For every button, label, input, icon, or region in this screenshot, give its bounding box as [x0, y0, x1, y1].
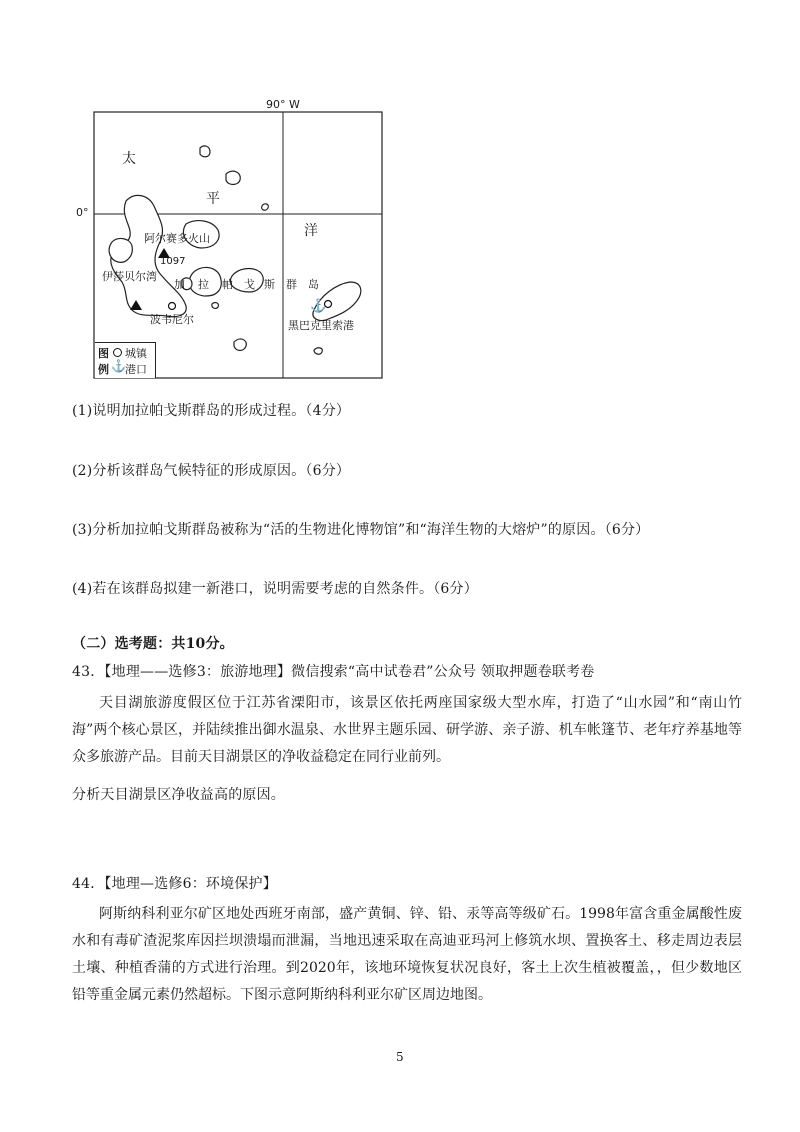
bay-name-label: 伊莎贝尔湾 — [102, 270, 157, 283]
archipelago-char-5: 斯 — [264, 278, 275, 291]
volcano-name-label: 阿尔赛多火山 — [144, 232, 210, 245]
equator-label: 0° — [76, 206, 89, 219]
pinta-island — [200, 146, 210, 157]
legend-row1-label: 图 — [98, 347, 109, 360]
ocean-char-2: 平 — [206, 191, 220, 207]
legend-row2-label: 例 — [98, 363, 109, 376]
galapagos-map — [74, 96, 394, 381]
q43-prompt: 分析天目湖景区净收益高的原因。 — [72, 787, 285, 803]
meridian-label: 90° W — [266, 98, 300, 111]
map-legend — [95, 342, 156, 378]
legend-town-label: 城镇 — [125, 347, 147, 360]
town-icon — [169, 303, 176, 310]
floreana-island — [234, 339, 246, 350]
town-name-label: 波韦尼尔 — [150, 313, 194, 326]
section-heading: （二）选考题：共10分。 — [72, 636, 234, 652]
archipelago-char-4: 戈 — [244, 278, 255, 291]
page-number: 5 — [396, 1050, 404, 1064]
legend-port-label: 港口 — [125, 363, 147, 376]
islet-1 — [262, 204, 269, 210]
ocean-char-3: 洋 — [304, 223, 318, 239]
archipelago-char-6: 群 — [286, 278, 297, 291]
question-1: (1)说明加拉帕戈斯群岛的形成过程。（4分） — [72, 403, 351, 419]
elevation-label: 1097 — [160, 256, 186, 267]
legend-anchor-icon: ⚓ — [111, 359, 126, 373]
q43-header: 43．【地理——选修3：旅游地理】微信搜索“高中试卷君”公众号 领取押题卷联考卷 — [72, 664, 595, 680]
islet-2 — [212, 303, 219, 309]
q44-body: 阿斯纳科利亚尔矿区地处西班牙南部，盛产黄铜、锌、铅、汞等高等级矿石。1998年富含重金属酸性废水和有毒矿渣泥浆库因拦坝溃塌而泄漏，当地迅速采取在高迪亚玛河上修筑水坝、置换客土、移走周边表层土壤、种植香蒲的方式进行治理。到2020年，该地环境恢复状况良好，客土上次生植被覆盖，，但少数地区铅等重金属元素仍然超标。下图示意阿斯纳科利亚尔矿区周边地图。 — [72, 906, 742, 1003]
q43-body: 天目湖旅游度假区位于江苏省溧阳市，该景区依托两座国家级大型水库，打造了“山水园”和“南山竹海”两个核心景区，并陆续推出御水温泉、水世界主题乐园、研学游、亲子游、机车帐篷节、老年疗养基地等众多旅游产品。目前天目湖景区的净收益稳定在同行业前列。 — [72, 695, 742, 765]
q44-header: 44．【地理—选修6：环境保护】 — [72, 876, 277, 892]
fernandina-island — [109, 239, 132, 263]
archipelago-char-7: 岛 — [308, 278, 319, 291]
ocean-char-1: 太 — [122, 151, 136, 167]
legend-town-icon — [113, 348, 122, 357]
archipelago-char-3: 帕 — [222, 278, 233, 291]
archipelago-char-1: 加 — [174, 278, 185, 291]
espanola-island — [314, 348, 322, 354]
map-figure — [74, 96, 394, 381]
archipelago-char-2: 拉 — [198, 278, 209, 291]
marchena-island — [226, 171, 240, 184]
anchor-icon: ⚓ — [310, 299, 327, 314]
question-3: (3)分析加拉帕戈斯群岛被称为“活的生物进化博物馆”和“海洋生物的大熔炉”的原因。（6分） — [72, 522, 650, 538]
question-2: (2)分析该群岛气候特征的形成原因。（6分） — [72, 463, 351, 479]
port-name-label: 黑巴克里索港 — [288, 319, 354, 332]
question-4: (4)若在该群岛拟建一新港口，说明需要考虑的自然条件。（6分） — [72, 581, 478, 597]
